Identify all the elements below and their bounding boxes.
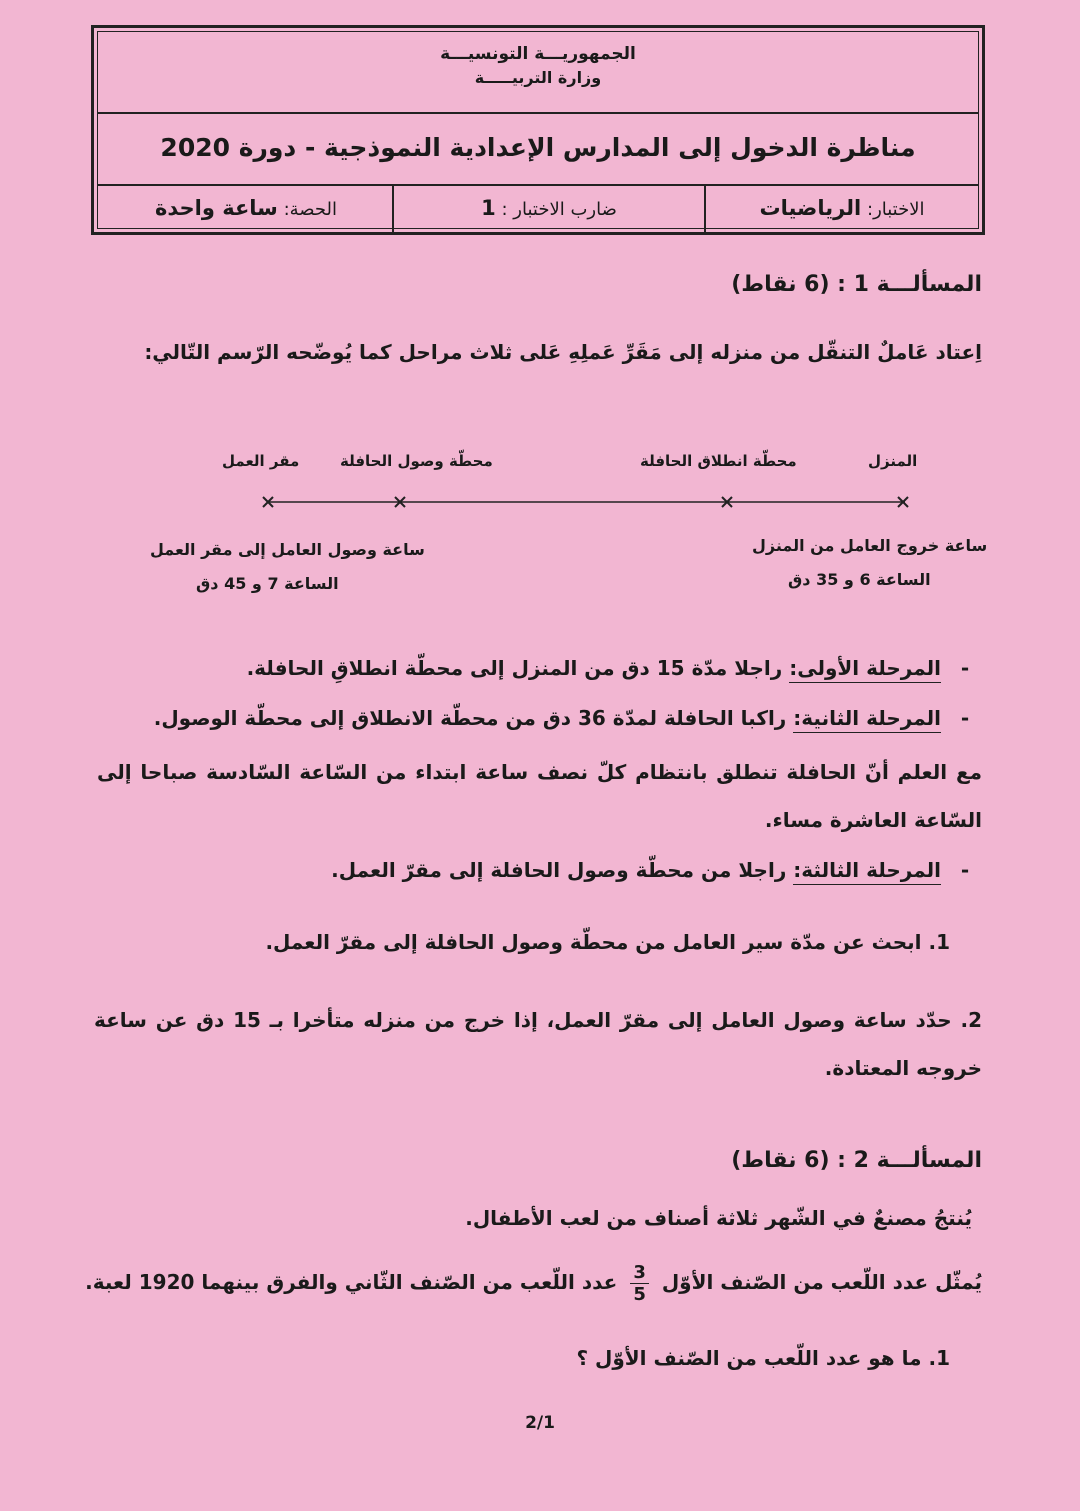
leave-time: الساعة 6 و 35 دق [788,570,931,589]
republic-name: الجمهوريـــة التونسيـــة [440,44,636,64]
coefficient-label: ضارب الاختبار : [501,199,617,220]
stage2 [154,706,982,730]
arrive-label: ساعة وصول العامل إلى مقر العمل [150,540,425,559]
commute-diagram [0,440,1080,620]
problem1-question2: 2. حدّد ساعة وصول العامل إلى مقرّ العمل، إذا خرج من منزله متأخرا بـ 15 دق عن ساعة خروجه المعتادة. [94,1008,982,1080]
stage2-text: راكبا الحافلة لمدّة 36 دق من محطّة الانطلاق إلى محطّة الوصول. [153,706,787,730]
stage1-text: راجلا مدّة 15 دق من المنزل إلى محطّة انطلاقِ الحافلة. [246,656,783,680]
stage1 [247,656,982,680]
problem1-title: المسألـــة 1 [853,272,982,297]
coefficient-cell [392,184,706,232]
problem2-points: : (6 نقاط) [731,1148,846,1173]
header-info-row [98,184,978,232]
stage3 [331,858,982,882]
fraction-denominator: 5 [633,1284,646,1305]
stage1-label: المرحلة الأولى: [789,656,941,683]
bullet-dash: - [960,706,970,730]
problem2-statement [85,1262,982,1305]
header-title-row [98,112,978,186]
exam-header [91,25,985,235]
arrive-time: الساعة 7 و 45 دق [196,574,339,593]
label-bus-departure: محطّة انطلاق الحافلة [640,452,797,470]
page-number: 2/1 [525,1413,555,1433]
stage3-text: راجلا من محطّة وصول الحافلة إلى مقرّ العمل. [331,858,787,882]
problem2-heading [731,1148,982,1173]
duration-label: الحصة: [283,199,337,220]
problem1-heading [731,272,982,297]
subject-value: الرياضيات [759,196,862,220]
duration-cell [96,184,396,232]
problem2-title: المسألـــة 2 [853,1148,982,1173]
problem2-intro: يُنتجُ مصنعٌ في الشّهر ثلاثة أصناف من لعب الأطفال. [465,1206,972,1230]
leave-label: ساعة خروج العامل من المنزل [752,536,988,555]
bullet-dash: - [960,858,970,882]
exam-title: مناظرة الدخول إلى المدارس الإعدادية النموذجية - دورة 2020 [160,133,916,162]
commute-line [0,484,1080,524]
statement-part-a: يُمثّل عدد اللّعب من الصّنف الأوّل [661,1270,982,1294]
label-workplace: مقر العمل [222,452,300,470]
problem1-question1: 1. ابحث عن مدّة سير العامل من محطّة وصول الحافلة إلى مقرّ العمل. [265,930,950,954]
subject-label: الاختبار: [867,199,925,220]
bus-schedule-note: مع العلم أنّ الحافلة تنطلق بانتظام كلّ نصف ساعة ابتداء من السّاعة السّادسة صباحا إلى السّاعة العاشرة مساء. [97,760,982,832]
stage2-label: المرحلة الثانية: [793,706,941,733]
header-institution [98,32,978,114]
coefficient-value: 1 [481,196,496,220]
duration-value: ساعة واحدة [154,196,278,220]
problem2-question1: 1. ما هو عدد اللّعب من الصّنف الأوّل ؟ [576,1346,950,1370]
stage3-label: المرحلة الثالثة: [793,858,941,885]
fraction-three-fifths [630,1262,649,1305]
label-home: المنزل [868,452,918,470]
statement-part-b: عدد اللّعب من الصّنف الثّاني والفرق بينهما 1920 لعبة. [85,1270,618,1294]
fraction-numerator: 3 [630,1262,649,1284]
bullet-dash: - [960,656,970,680]
label-bus-arrival: محطّة وصول الحافلة [340,452,493,470]
subject-cell [706,184,978,232]
problem1-intro: اِعتاد عَاملٌ التنقّل من منزله إلى مَقَرِّ عَملِهِ عَلى ثلاث مراحل كما يُوضّحه الرّسم التّالي: [144,340,982,364]
problem1-points: : (6 نقاط) [731,272,846,297]
ministry-name: وزارة التربيـــــة [474,68,602,87]
